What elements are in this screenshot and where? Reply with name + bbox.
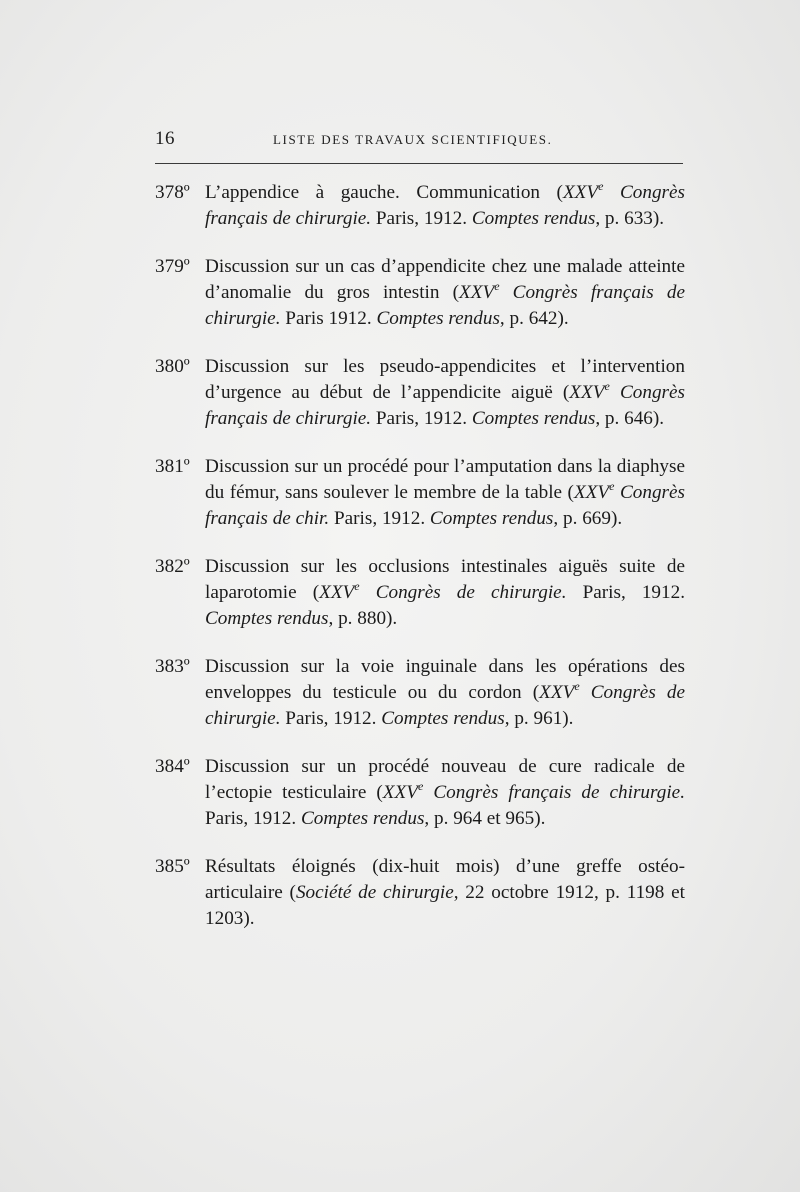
header-rule (155, 163, 683, 164)
entry-text (205, 354, 685, 432)
list-item (155, 654, 685, 732)
superscript-text: e (574, 678, 580, 693)
italic-text: XXV (573, 482, 610, 503)
italic-text: Congrès de chirurgie. (205, 682, 685, 729)
italic-text: Congrès français de chirurgie. (205, 182, 686, 229)
text-run: , p. 964 et 965). (424, 808, 546, 829)
italic-text: XXV (539, 682, 575, 703)
entry-number: 381º (155, 456, 190, 477)
text-run: , 22 octobre 1912, p. 1198 et 1203). (205, 882, 685, 929)
entry-text (205, 654, 685, 732)
superscript-text: e (598, 178, 604, 193)
italic-text: Congrès français de chirurgie. (205, 382, 685, 429)
entry-text (205, 854, 685, 932)
entry-number: 379º (155, 256, 190, 277)
text-run: , p. 880). (328, 608, 398, 629)
text-run: Discussion sur les occlusions intestinales aiguës suite de laparotomie ( (205, 556, 685, 603)
text-run: , p. 961). (504, 708, 574, 729)
text-run: Paris, 1912. (329, 508, 430, 529)
italic-text: Comptes rendus (205, 608, 329, 629)
list-item (155, 554, 685, 632)
entry-number: 385º (155, 856, 190, 877)
text-run: Discussion sur un procédé nouveau de cure radicale de l’ectopie testiculaire ( (205, 756, 685, 803)
text-run: , p. 669). (553, 508, 623, 529)
text-run: Paris, 1912. (371, 408, 472, 429)
text-run: Paris 1912. (280, 308, 377, 329)
text-run: Paris, 1912. (371, 208, 472, 229)
list-item (155, 754, 685, 832)
list-item (155, 454, 685, 532)
text-run: , p. 633). (595, 208, 665, 229)
entry-number: 382º (155, 556, 190, 577)
text-run: L’appendice à gauche. Communication ( (205, 182, 563, 203)
text-run: Discussion sur les pseudo-appendicites et l’intervention d’urgence au début de l’appendicite aiguë ( (205, 356, 685, 403)
italic-text: Comptes rendus (471, 208, 596, 229)
text-run: Discussion sur un procédé pour l’amputation dans la diaphyse du fémur, sans soulever le membre de la table ( (205, 456, 685, 503)
italic-text: XXV (569, 382, 605, 403)
italic-text: XXV (382, 782, 418, 803)
superscript-text: e (604, 378, 610, 393)
entry-text (205, 554, 685, 632)
italic-text: XXV (459, 282, 495, 303)
entry-text (205, 454, 685, 532)
text-run: Discussion sur un cas d’appendicite chez une malade atteinte d’anomalie du gros intestin ( (205, 256, 685, 303)
entry-text (205, 254, 685, 332)
superscript-text: e (354, 578, 360, 593)
entry-text (205, 180, 685, 232)
text-run: Paris, 1912. (280, 708, 382, 729)
italic-text: Comptes rendus (471, 408, 596, 429)
text-run: , p. 646). (595, 408, 665, 429)
italic-text: Comptes rendus (300, 808, 425, 829)
entry-number: 380º (155, 356, 190, 377)
italic-text: Congrès français de chir. (205, 482, 685, 529)
italic-text: Comptes rendus (381, 708, 505, 729)
page-header (155, 128, 683, 152)
list-item (155, 180, 685, 232)
text-run: , p. 642). (499, 308, 569, 329)
text-run: Résultats éloignés (dix-huit mois) d’une greffe ostéo-articulaire ( (205, 856, 685, 903)
italic-text: Congrès français de chirurgie. (423, 782, 685, 803)
list-item (155, 254, 685, 332)
italic-text: Comptes rendus (429, 508, 554, 529)
text-run: Discussion sur la voie inguinale dans les opérations des enveloppes du testicule ou du cordon ( (205, 656, 685, 703)
text-run: Paris, 1912. (205, 808, 301, 829)
list-item (155, 854, 685, 932)
publication-list (155, 180, 685, 954)
superscript-text: e (417, 778, 424, 793)
text-run: Paris, 1912. (566, 582, 686, 603)
entry-text (205, 754, 685, 832)
italic-text: XXV (319, 582, 355, 603)
superscript-text: e (494, 278, 500, 293)
superscript-text: e (609, 478, 615, 493)
italic-text: Comptes rendus (376, 308, 500, 329)
entry-number: 384º (155, 756, 190, 777)
list-item (155, 354, 685, 432)
italic-text: Société de chirurgie (295, 882, 454, 903)
entry-number: 378º (155, 182, 190, 203)
page-number: 16 (155, 128, 175, 149)
italic-text: Congrès français de chirurgie. (205, 282, 685, 329)
italic-text: Congrès de chirurgie. (359, 582, 567, 603)
entry-number: 383º (155, 656, 190, 677)
italic-text: XXV (562, 182, 599, 203)
running-head: LISTE DES TRAVAUX SCIENTIFIQUES. (273, 132, 553, 147)
